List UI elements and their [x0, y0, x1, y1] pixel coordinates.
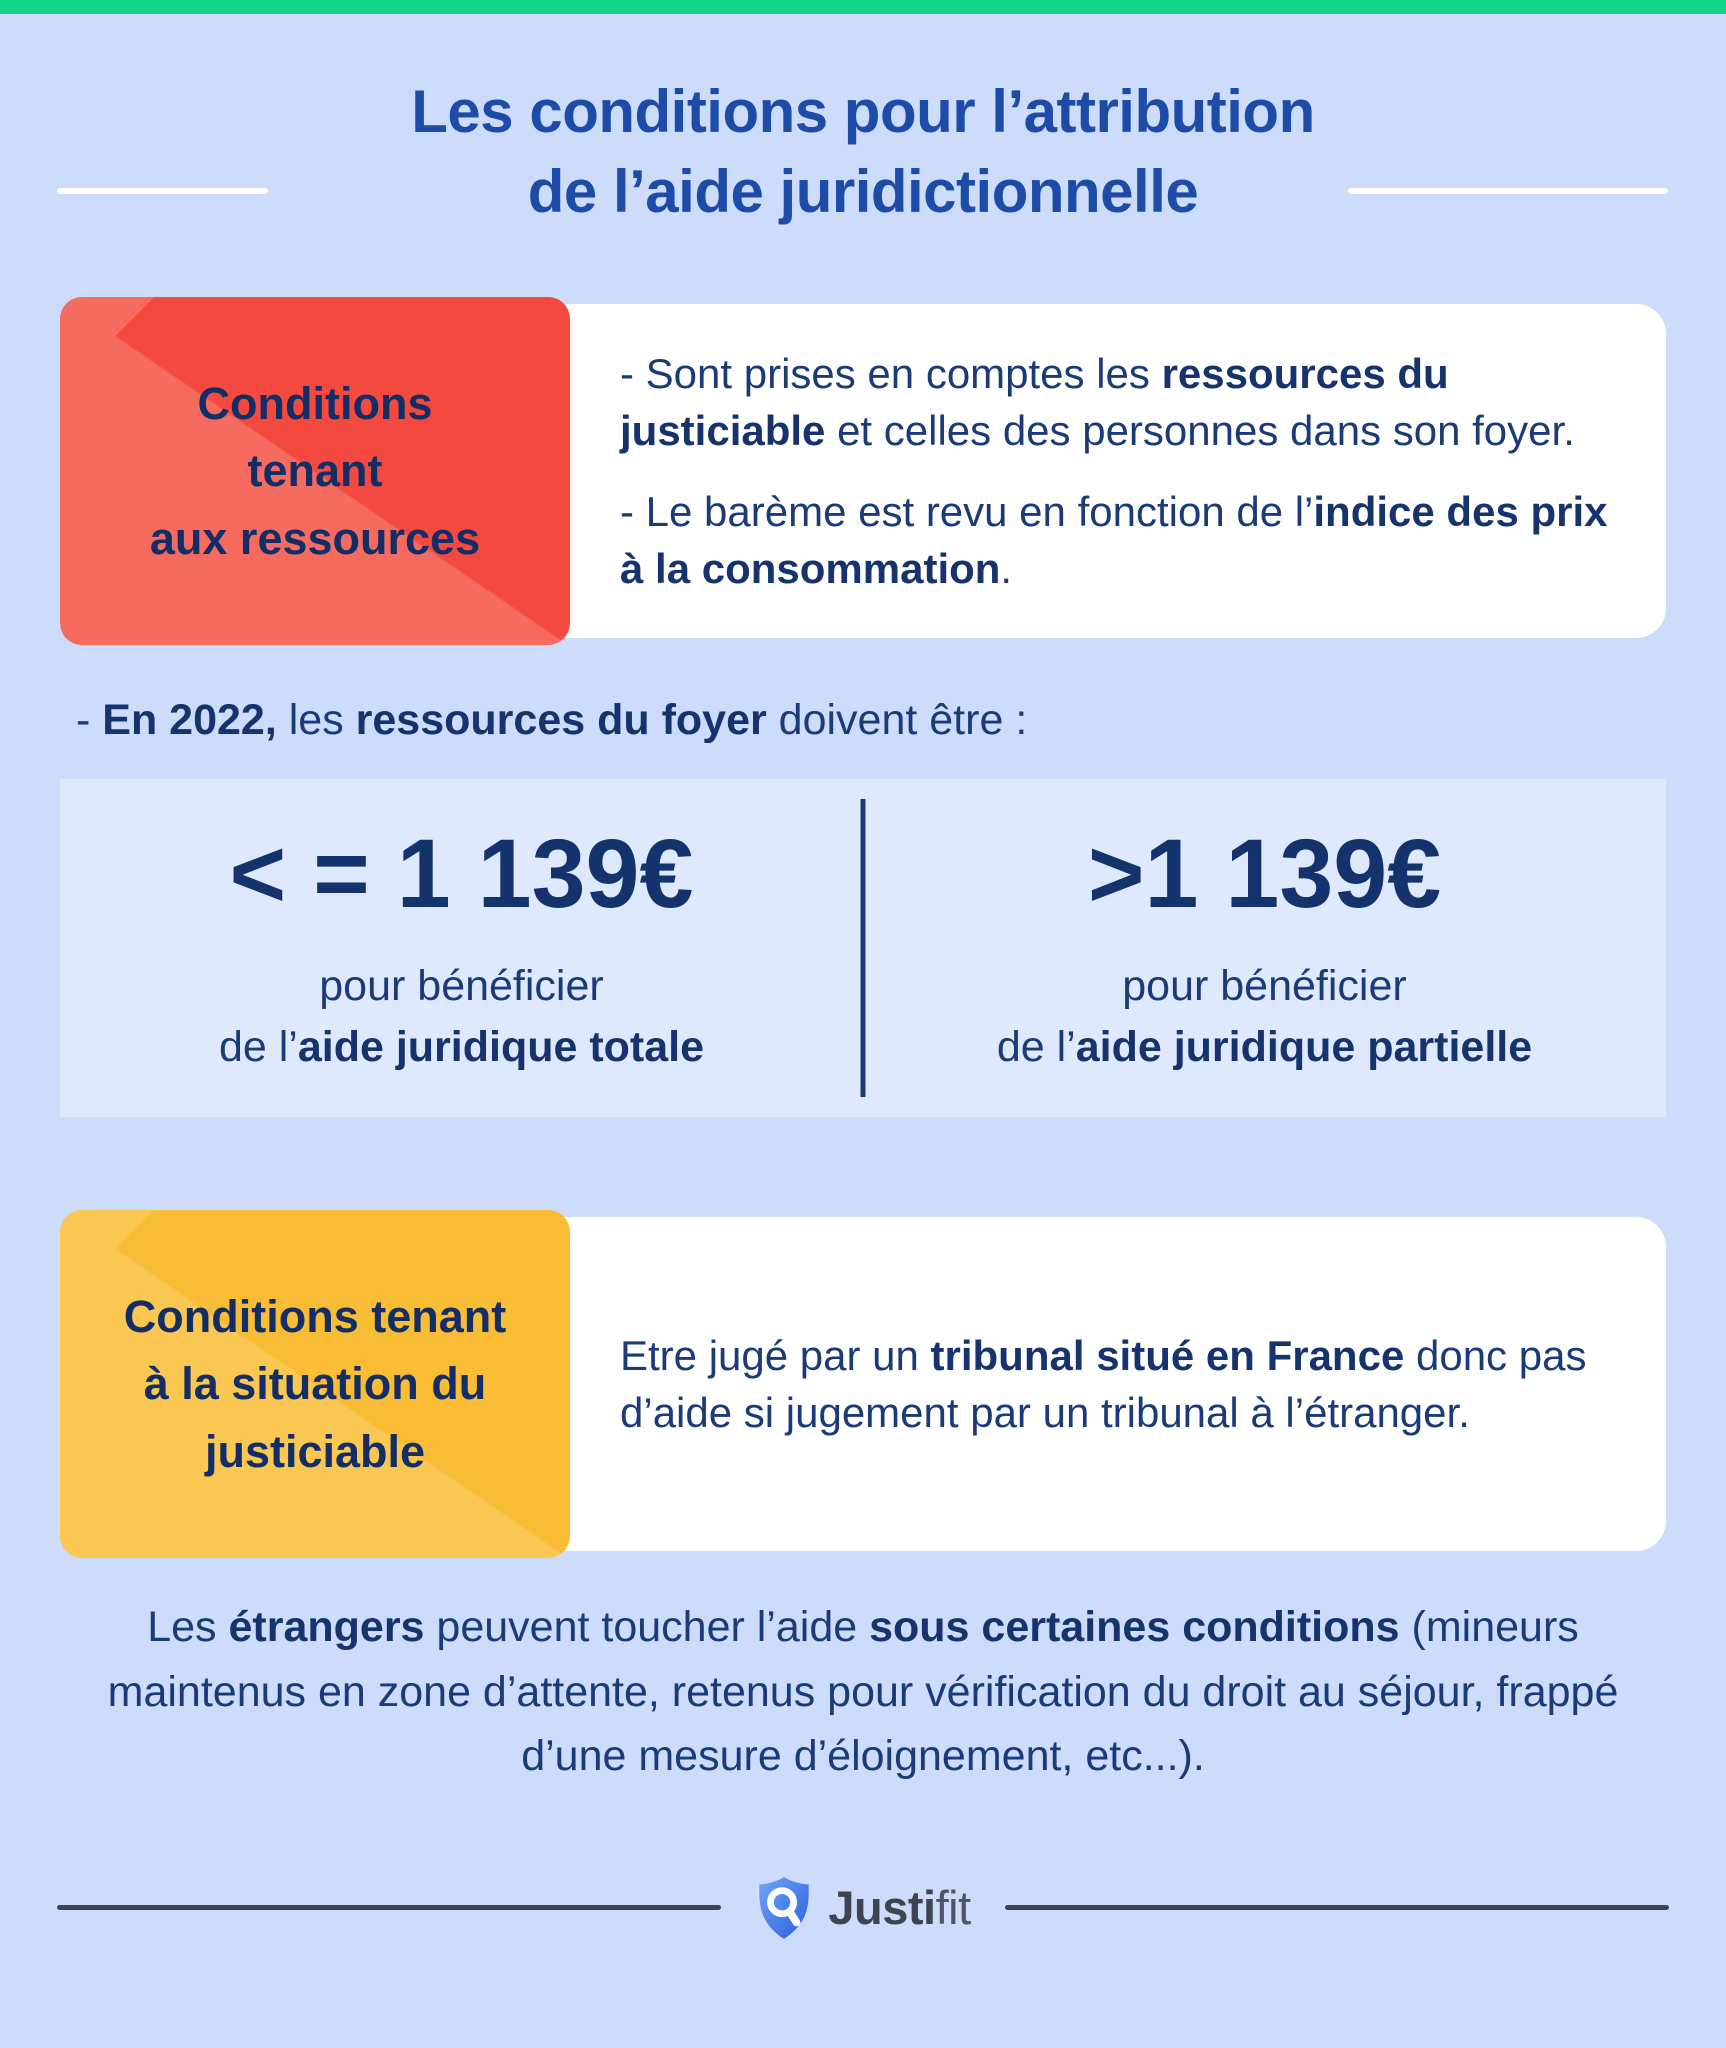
amount-total-caption [219, 956, 704, 1078]
amount-partial-caption-line1: pour bénéficier [1122, 961, 1407, 1010]
ressources-paragraph-1: - Sont prises en comptes les ressources du justiciable et celles des personnes dans son foyer. [620, 349, 1575, 454]
ressources-card [542, 304, 1666, 638]
brand-wordmark-bold: Justi [828, 1881, 936, 1934]
amount-total: < = 1 139€ [229, 818, 694, 928]
comparison-left-column [60, 779, 863, 1117]
footer-rule-left [57, 1905, 721, 1910]
section-conditions-ressources [60, 304, 1666, 638]
amount-total-caption-line1: pour bénéficier [319, 961, 604, 1010]
shield-magnifier-icon [755, 1875, 813, 1941]
brand-logo [755, 1875, 970, 1941]
ressources-paragraph-2: - Le barème est revu en fonction de l’indice des prix à la consommation. [620, 488, 1608, 593]
comparison-right-column [863, 779, 1666, 1117]
amount-total-caption-line2: de l’aide juridique totale [218, 1023, 705, 1071]
brand-wordmark-light: fit [935, 1881, 971, 1934]
situation-label-box: Conditions tenant à la situation du justiciable [60, 1210, 570, 1558]
title-rule-left [57, 188, 268, 194]
footer-rule-right [1005, 1905, 1669, 1910]
line-2022: - En 2022, les ressources du foyer doivent être : [76, 696, 1028, 744]
header [0, 14, 1726, 254]
title-rule-right [1348, 188, 1668, 194]
situation-card [542, 1217, 1666, 1551]
page-title: Les conditions pour l’attribution de l’aide juridictionnelle [411, 78, 1315, 225]
amount-partial: >1 139€ [1087, 818, 1442, 928]
situation-paragraph: Etre jugé par un tribunal situé en France donc pas d’aide si jugement par un tribunal à l’étranger. [620, 1331, 1587, 1436]
section-conditions-situation [60, 1217, 1666, 1551]
etrangers-paragraph: Les étrangers peuvent toucher l’aide sous certaines conditions (mineurs maintenus en zone d’attente, retenus pour vérification du droit au séjour, frappé d’une mesure d’éloignement, etc...). [107, 1603, 1619, 1780]
top-accent-bar [0, 0, 1726, 14]
amount-partial-caption [997, 956, 1532, 1078]
brand-wordmark [828, 1880, 970, 1935]
comparison-panel [60, 779, 1666, 1117]
footer [57, 1875, 1669, 1941]
amount-partial-caption-line2: de l’aide juridique partielle [996, 1023, 1533, 1071]
vertical-divider [861, 799, 866, 1097]
ressources-label-box: Conditions tenant aux ressources [60, 297, 570, 645]
